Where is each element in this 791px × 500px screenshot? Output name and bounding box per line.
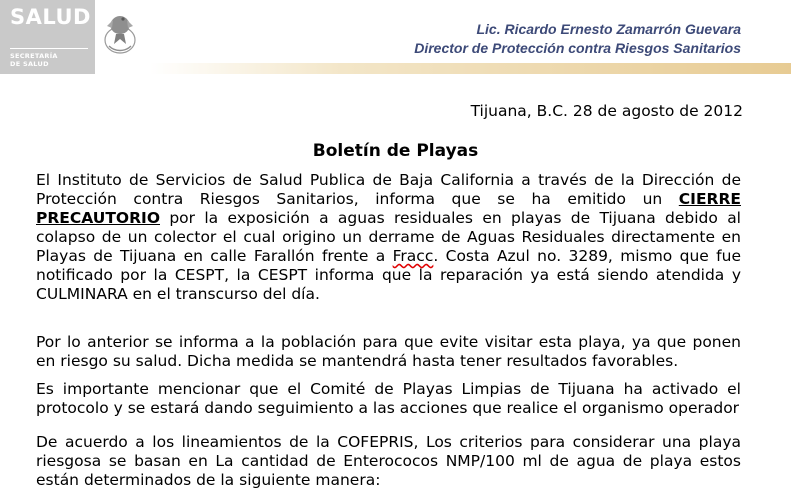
- logo-word: SALUD: [10, 5, 91, 29]
- paragraph-text: por la exposición a aguas residuales en playas de Tijuana debido al colapso de un colector el cual origino un derrame de Aguas Residuales directamente en Playas de Tijuana en calle Farallón frente a: [36, 209, 741, 265]
- closure-emphasis: CIERRE PRECAUTORIO: [36, 190, 741, 227]
- logo-subtitle: SECRETARÍA DE SALUD: [10, 52, 58, 68]
- header-color-bar: [150, 63, 791, 74]
- mexican-coat-of-arms-icon: [94, 0, 144, 74]
- paragraph-text: El Instituto de Servicios de Salud Publica de Baja California a través de la Dirección de Protección contra Riesgos Sanitarios, informa que se ha emitido un: [36, 171, 741, 208]
- spellcheck-flagged-word: Fracc: [392, 247, 434, 265]
- document-title: Boletín de Playas: [312, 141, 479, 161]
- header-official-name: Lic. Ricardo Ernesto Zamarrón Guevara: [476, 21, 741, 37]
- paragraph-closure-notice: [36, 171, 741, 304]
- logo-divider: [10, 48, 88, 49]
- salud-logo: [0, 0, 144, 74]
- document-date: Tijuana, B.C. 28 de agosto de 2012: [470, 102, 743, 120]
- paragraph-public-advisory: Por lo anterior se informa a la población para que evite visitar esta playa, ya que ponen en riesgo su salud. Dicha medida se mantendrá hasta tener resultados favorables.: [36, 333, 741, 370]
- paragraph-text: . Costa Azul no. 3289, mismo que fue notificado por la CESPT, la CESPT informa que la reparación ya está siendo atendida y CULMINARA en el transcurso del día.: [36, 247, 741, 303]
- paragraph-cofepris-criteria: De acuerdo a los lineamientos de la COFEPRIS, Los criterios para considerar una playa riesgosa se basan en La cantidad de Enterococos NMP/100 ml de agua de playa estos están determinados de la siguiente manera:: [36, 433, 741, 489]
- paragraph-committee-protocol: Es importante mencionar que el Comité de Playas Limpias de Tijuana ha activado el protocolo y se estará dando seguimiento a las acciones que realice el organismo operador: [36, 380, 741, 417]
- logo-wordmark: [0, 0, 94, 74]
- header-official-title: Director de Protección contra Riesgos Sanitarios: [414, 40, 741, 56]
